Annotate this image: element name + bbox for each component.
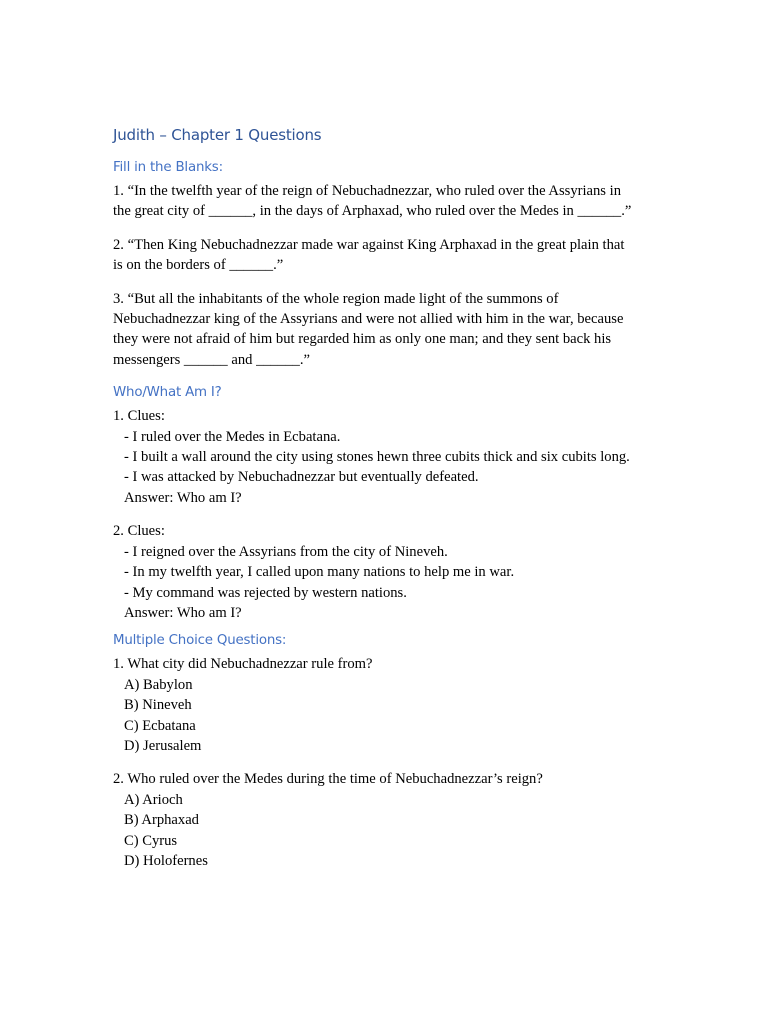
clue-line: - I reigned over the Assyrians from the city of Nineveh. <box>124 543 448 560</box>
question-line: Nebuchadnezzar king of the Assyrians and were not allied with him in the war, because <box>113 311 624 328</box>
mc-option: B) Nineveh <box>124 697 192 714</box>
who-what-item-2 <box>113 521 658 623</box>
question-line: 1. “In the twelfth year of the reign of Nebuchadnezzar, who ruled over the Assyrians in <box>113 183 621 199</box>
document-title: Judith – Chapter 1 Questions <box>113 126 322 144</box>
mc-question-2 <box>113 769 658 871</box>
mc-option: C) Ecbatana <box>124 717 196 734</box>
document-page <box>113 122 658 879</box>
clue-line: - I was attacked by Nebuchadnezzar but eventually defeated. <box>124 469 479 486</box>
fill-blanks-section <box>113 158 658 370</box>
fill-blank-question-3 <box>113 289 658 371</box>
question-line: they were not afraid of him but regarded him as only one man; and they sent back his <box>113 331 612 348</box>
question-line: is on the borders of ______.” <box>113 257 284 274</box>
multiple-choice-heading: Multiple Choice Questions: <box>113 633 287 649</box>
mc-option: B) Arphaxad <box>124 812 199 829</box>
mc-option: D) Jerusalem <box>124 737 202 754</box>
mc-question-1 <box>113 654 658 756</box>
answer-line: Answer: Who am I? <box>124 489 242 506</box>
fill-blank-question-2 <box>113 235 658 276</box>
mc-option: A) Arioch <box>124 791 183 808</box>
question-line: 3. “But all the inhabitants of the whole region made light of the summons of <box>113 290 559 307</box>
clues-label: 2. Clues: <box>113 523 165 540</box>
mc-question-text: 1. What city did Nebuchadnezzar rule from? <box>113 656 373 673</box>
question-line: 2. “Then King Nebuchadnezzar made war against King Arphaxad in the great plain that <box>113 236 625 253</box>
mc-option: A) Babylon <box>124 676 193 693</box>
clues-label: 1. Clues: <box>113 408 165 425</box>
clue-line: - In my twelfth year, I called upon many nations to help me in war. <box>124 564 515 581</box>
clue-line: - My command was rejected by western nations. <box>124 584 407 601</box>
who-what-heading: Who/What Am I? <box>113 385 222 401</box>
question-line: the great city of ______, in the days of Arphaxad, who ruled over the Medes in ______.” <box>113 203 632 220</box>
who-what-section <box>113 383 658 623</box>
clue-line: - I ruled over the Medes in Ecbatana. <box>124 428 341 445</box>
fill-blank-question-1 <box>113 181 658 222</box>
mc-question-text: 2. Who ruled over the Medes during the time of Nebuchadnezzar’s reign? <box>113 771 543 788</box>
mc-option: C) Cyrus <box>124 832 178 849</box>
mc-option: D) Holofernes <box>124 852 208 869</box>
answer-line: Answer: Who am I? <box>124 604 242 621</box>
fill-blanks-heading: Fill in the Blanks: <box>113 160 223 175</box>
who-what-item-1 <box>113 406 658 508</box>
question-line: messengers ______ and ______.” <box>113 351 310 368</box>
clue-line: - I built a wall around the city using stones hewn three cubits thick and six cubits long. <box>124 449 630 466</box>
multiple-choice-section <box>113 631 658 871</box>
